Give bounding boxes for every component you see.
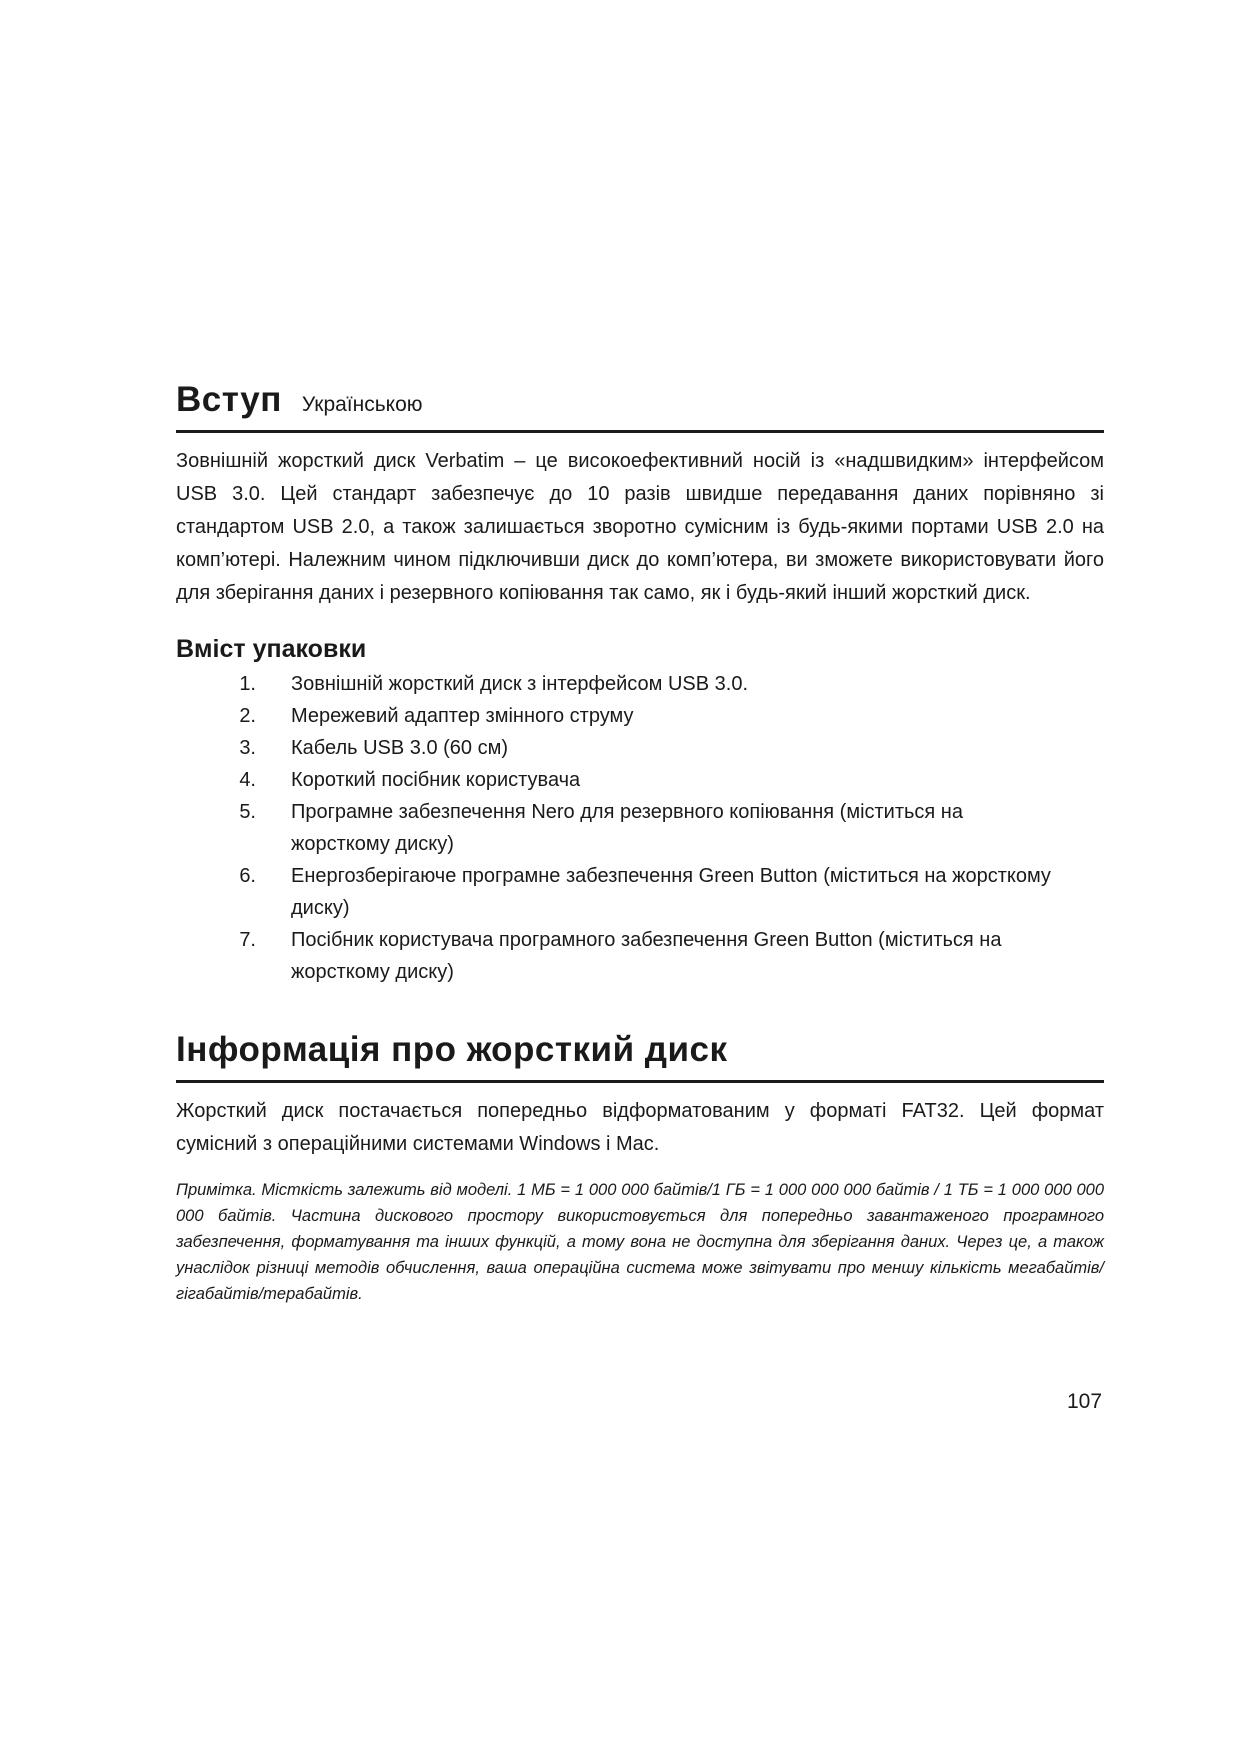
intro-paragraph: Зовнішній жорсткий диск Verbatim – це високоефективний носій із «надшвидким» інтерфейсом USB 3.0. Цей стандарт забезпечує до 10 разів швидше передавання даних порівняно зі стандартом USB 2.0, а також залишається зворотно сумісним із будь-якими портами USB 2.0 на комп’ютері. Належним чином підключивши диск до комп’ютера, ви зможете використовувати його для зберігання даних і резервного копіювання так само, як і будь-який інший жорсткий диск. bbox=[176, 450, 1104, 604]
page-number: 107 bbox=[1067, 1390, 1103, 1413]
list-item-number: 2. bbox=[239, 705, 256, 727]
list-item-number: 7. bbox=[239, 929, 256, 951]
list-item-number: 4. bbox=[239, 769, 256, 791]
list-item-text: Мережевий адаптер змінного струму bbox=[291, 705, 634, 727]
list-item-text: Програмне забезпечення Nero для резервного копіювання (міститься на жорсткому диску) bbox=[291, 801, 963, 855]
document-page bbox=[176, 380, 1104, 1307]
intro-heading-row bbox=[176, 380, 1104, 433]
list-item bbox=[176, 732, 1104, 764]
disk-info-title: Інформація про жорсткий диск bbox=[176, 1030, 728, 1069]
list-item bbox=[176, 668, 1104, 700]
list-item-number: 5. bbox=[239, 801, 256, 823]
intro-title: Вступ bbox=[176, 380, 282, 419]
list-item-text: Зовнішній жорсткий диск з інтерфейсом USB 3.0. bbox=[291, 673, 749, 695]
list-item-text: Кабель USB 3.0 (60 см) bbox=[291, 737, 509, 759]
list-item-text: Посібник користувача програмного забезпечення Green Button (міститься на жорсткому диску) bbox=[291, 929, 1002, 983]
list-item bbox=[176, 924, 1104, 988]
contents-list bbox=[176, 668, 1104, 988]
list-item-text: Короткий посібник користувача bbox=[291, 769, 581, 791]
disk-info-heading-row bbox=[176, 1030, 1104, 1083]
list-item-text: Енергозберігаюче програмне забезпечення Green Button (міститься на жорсткому диску) bbox=[291, 865, 1051, 919]
disk-info-paragraph: Жорсткий диск постачається попередньо відформатованим у форматі FAT32. Цей формат сумісний з операційними системами Windows і Mac. bbox=[176, 1100, 1104, 1155]
contents-title: Вміст упаковки bbox=[176, 635, 367, 663]
capacity-note: Примітка. Місткість залежить від моделі. 1 МБ = 1 000 000 байтів/1 ГБ = 1 000 000 000 байтів / 1 ТБ = 1 000 000 000 000 байтів. Частина дискового простору використовується для попередньо завантаженого програмного забезпечення, форматування та інших функцій, а тому вона не доступна для зберігання даних. Через це, а також унаслідок різниці методів обчислення, ваша операційна система може звітувати про меншу кількість мегабайтів/гігабайтів/терабайтів. bbox=[176, 1181, 1104, 1303]
list-item bbox=[176, 764, 1104, 796]
list-item bbox=[176, 796, 1104, 860]
list-item-number: 6. bbox=[239, 865, 256, 887]
list-item-number: 3. bbox=[239, 737, 256, 759]
list-item-number: 1. bbox=[239, 673, 256, 695]
language-label: Українською bbox=[301, 393, 423, 416]
list-item bbox=[176, 860, 1104, 924]
list-item bbox=[176, 700, 1104, 732]
